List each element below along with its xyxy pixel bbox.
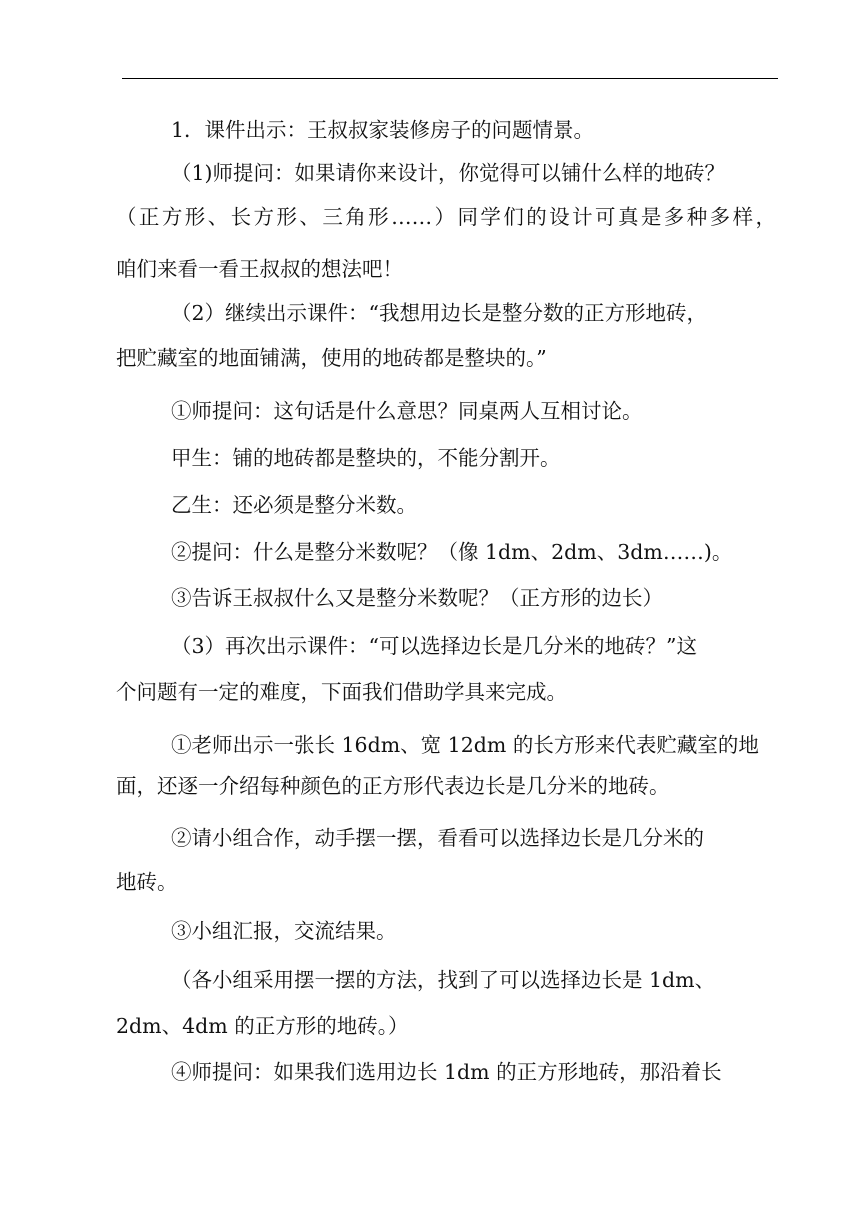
line-1: 1．课件出示：王叔叔家装修房子的问题情景。 xyxy=(171,118,595,142)
line-19: （各小组采用摆一摆的方法，找到了可以选择边长是 1dm、 xyxy=(171,968,716,992)
line-11: ③告诉王叔叔什么又是整分米数呢？（正方形的边长） xyxy=(171,586,663,610)
line-4: 咱们来看一看王叔叔的想法吧！ xyxy=(116,257,403,281)
line-12: （3）再次出示课件：“可以选择边长是几分米的地砖？”这 xyxy=(171,634,698,658)
line-2: （1)师提问：如果请你来设计，你觉得可以铺什么样的地砖？ xyxy=(171,161,726,185)
line-15: 面，还逐一介绍每种颜色的正方形代表边长是几分米的地砖。 xyxy=(116,774,670,798)
line-3: （正方形、长方形、三角形……）同学们的设计可真是多种多样， xyxy=(116,205,776,229)
line-7: ①师提问：这句话是什么意思？同桌两人互相讨论。 xyxy=(171,399,643,423)
line-10: ②提问：什么是整分米数呢？（像 1dm、2dm、3dm……)。 xyxy=(171,540,733,564)
line-20: 2dm、4dm 的正方形的地砖。） xyxy=(116,1014,409,1038)
line-6: 把贮藏室的地面铺满，使用的地砖都是整块的。” xyxy=(116,346,547,370)
line-8: 甲生：铺的地砖都是整块的，不能分割开。 xyxy=(171,446,561,470)
header-rule xyxy=(122,78,778,79)
line-16: ②请小组合作，动手摆一摆，看看可以选择边长是几分米的 xyxy=(171,826,704,850)
line-18: ③小组汇报，交流结果。 xyxy=(171,919,397,943)
line-17: 地砖。 xyxy=(116,870,178,894)
line-14: ①老师出示一张长 16dm、宽 12dm 的长方形来代表贮藏室的地 xyxy=(171,733,759,757)
line-5: （2）继续出示课件：“我想用边长是整分数的正方形地砖， xyxy=(171,301,708,325)
line-9: 乙生：还必须是整分米数。 xyxy=(171,493,417,517)
line-13: 个问题有一定的难度，下面我们借助学具来完成。 xyxy=(116,680,567,704)
line-21: ④师提问：如果我们选用边长 1dm 的正方形地砖，那沿着长 xyxy=(171,1060,722,1084)
